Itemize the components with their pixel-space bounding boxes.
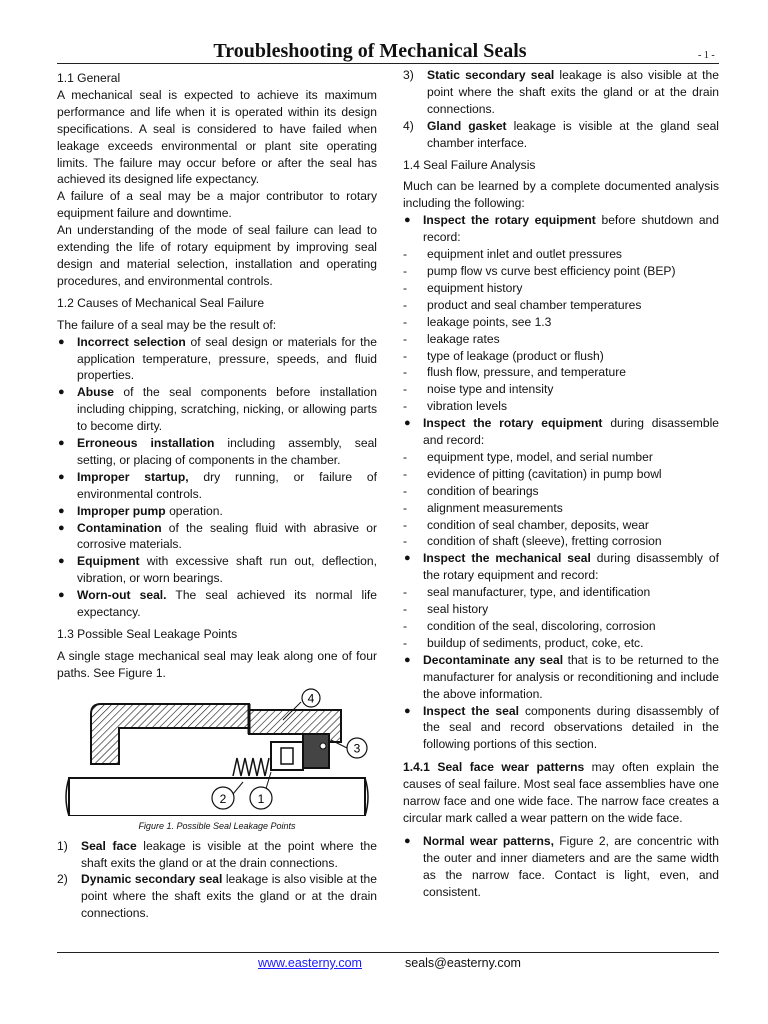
spring (233, 758, 269, 776)
checklist-disassembly (403, 449, 719, 550)
list-item: ● Equipment with excessive shaft run out, deflection, vibration, or worn bearings. (58, 554, 377, 586)
checklist-before-shutdown (403, 246, 719, 415)
list-item: - leakage points, see 1.3 (403, 314, 552, 329)
list-item: ● Improper startup, dry running, or failure of environmental controls. (58, 469, 377, 501)
list-item: - noise type and intensity (403, 382, 554, 397)
list-item: - product and seal chamber temperatures (403, 297, 642, 312)
list-item: - alignment measurements (403, 500, 563, 515)
section-heading-general: 1.1 General (57, 71, 121, 85)
list-item: - equipment type, model, and serial number (403, 449, 653, 464)
list-item: 2) Dynamic secondary seal leakage is also visible at the point where the shaft exits the gland or at the drain connections. (57, 872, 377, 921)
paragraph: A failure of a seal may be a major contributor to rotary equipment failure and downtime. (57, 189, 377, 221)
bullet-icon: ● (58, 589, 65, 602)
figure-label-1: 1 (257, 791, 265, 806)
list-item: ● Erroneous installation including assembly, seal setting, or placing of components in the chamber. (58, 436, 377, 467)
causes-list (57, 334, 377, 621)
figure-label-2: 2 (219, 791, 227, 806)
list-item: ● Contamination of the sealing fluid with abrasive or corrosive materials. (58, 520, 377, 552)
bullet-icon: ● (58, 335, 65, 348)
list-item: - seal manufacturer, type, and identification (403, 585, 651, 600)
bullet-icon: ● (404, 214, 411, 227)
list-item: - vibration levels (403, 399, 507, 414)
bullet-icon: ● (58, 555, 65, 568)
list-item: ● Inspect the rotary equipment before shutdown and record: (404, 213, 719, 245)
paragraph: A mechanical seal is expected to achieve its maximum performance and life when it is operated within its design specifications. A seal is considered to have failed when leakage exceeds environmental or plant site operating limits. The failure may occur before or after the seal has achieved its designed life expectancy. (57, 87, 377, 187)
list-item: ● Normal wear patterns, Figure 2, are concentric with the outer and inner diameters and are the same width as the narrow face. Contact is light, even, and consistent. (404, 833, 719, 899)
list-item: ● Incorrect selection of seal design or materials for the application temperature, pressure, speeds, and fluid properties. (58, 334, 377, 383)
list-item: - flush flow, pressure, and temperature (403, 365, 626, 380)
bullet-icon: ● (58, 437, 65, 450)
bullet-icon: ● (404, 417, 411, 430)
section-heading-leakage-points: 1.3 Possible Seal Leakage Points (57, 627, 238, 641)
right-column (403, 67, 719, 901)
bullet-icon: ● (58, 470, 65, 483)
list-item: ● Worn-out seal. The seal achieved its normal life expectancy. (58, 588, 377, 620)
header-rule (57, 63, 719, 64)
gland (91, 704, 249, 764)
figure-caption: Figure 1. Possible Seal Leakage Points (138, 820, 296, 831)
list-item: ● Inspect the rotary equipment during disassemble and record: (404, 416, 720, 448)
paragraph: A single stage mechanical seal may leak along one of four paths. See Figure 1. (57, 648, 377, 680)
figure-label-4: 4 (307, 691, 315, 706)
bullet-icon: ● (404, 704, 411, 717)
seal-leakage-figure (57, 688, 377, 816)
left-column (57, 70, 377, 922)
list-item: ● Inspect the seal components during disassembly of the seal and record observations detailed in the following portions of this section. (404, 703, 719, 752)
page-number: - 1 - (698, 50, 715, 61)
paragraph: An understanding of the mode of seal failure can lead to extending the life of rotary equipment by improving seal design and material selection, installation and operating procedures, and environmental controls. (57, 223, 377, 288)
list-item: - condition of the seal, discoloring, corrosion (403, 619, 656, 633)
section-heading-failure-analysis: 1.4 Seal Failure Analysis (403, 157, 536, 172)
list-item: 3) Static secondary seal leakage is also visible at the point where the shaft exits the gland or at the drain connections. (403, 68, 719, 116)
list-item: - pump flow vs curve best efficiency point (BEP) (403, 263, 676, 278)
section-heading-causes: 1.2 Causes of Mechanical Seal Failure (57, 295, 265, 310)
document-title: Troubleshooting of Mechanical Seals (213, 40, 527, 62)
list-item: - evidence of pitting (cavitation) in pump bowl (403, 466, 662, 481)
bullet-icon: ● (404, 653, 411, 666)
list-item: ● Inspect the mechanical seal during disassembly of the rotary equipment and record: (404, 551, 719, 583)
bullet-icon: ● (58, 386, 65, 399)
list-item: - leakage rates (403, 331, 500, 346)
bullet-icon: ● (58, 504, 65, 517)
paragraph: Much can be learned by a complete documented analysis including the following: (403, 179, 719, 211)
bullet-icon: ● (58, 521, 65, 534)
bullet-icon: ● (404, 834, 411, 847)
list-item: ● Abuse of the seal components before installation including chipping, scratching, nicking, or allowing parts to become dirty. (58, 385, 377, 434)
checklist-mechanical-seal (403, 584, 719, 652)
website-link[interactable]: www.easterny.com (258, 956, 362, 970)
figure-label-3: 3 (353, 741, 361, 756)
list-item: - type of leakage (product or flush) (403, 348, 604, 363)
paragraph-wear-patterns: 1.4.1 Seal face wear patterns may often explain the causes of seal failure. Most seal face assemblies have one narrow face and one wide face. The narrow face creates a circular mark called a wear pattern on the wide face. (403, 760, 719, 825)
list-item: - condition of bearings (403, 483, 539, 498)
paragraph: The failure of a seal may be the result of: (57, 317, 277, 332)
footer-rule (57, 952, 719, 953)
email-address: seals@easterny.com (405, 956, 521, 970)
list-item: - equipment history (403, 280, 523, 295)
list-item: ● Improper pump operation. (58, 503, 223, 518)
list-item: - condition of seal chamber, deposits, wear (403, 517, 649, 532)
bullet-icon: ● (404, 552, 411, 565)
list-item: - condition of shaft (sleeve), fretting corrosion (403, 534, 662, 549)
list-item: 4) Gland gasket leakage is visible at the gland seal chamber interface. (403, 118, 719, 150)
list-item: ● Decontaminate any seal that is to be returned to the manufacturer for analysis or reconditioning and include the above information. (404, 652, 719, 701)
list-item: - buildup of sediments, product, coke, etc. (403, 635, 644, 650)
list-item: - equipment inlet and outlet pressures (403, 247, 622, 262)
list-item: 1) Seal face leakage is visible at the point where the shaft exits the gland or at the drain connections. (57, 838, 377, 870)
list-item: - seal history (403, 602, 489, 617)
